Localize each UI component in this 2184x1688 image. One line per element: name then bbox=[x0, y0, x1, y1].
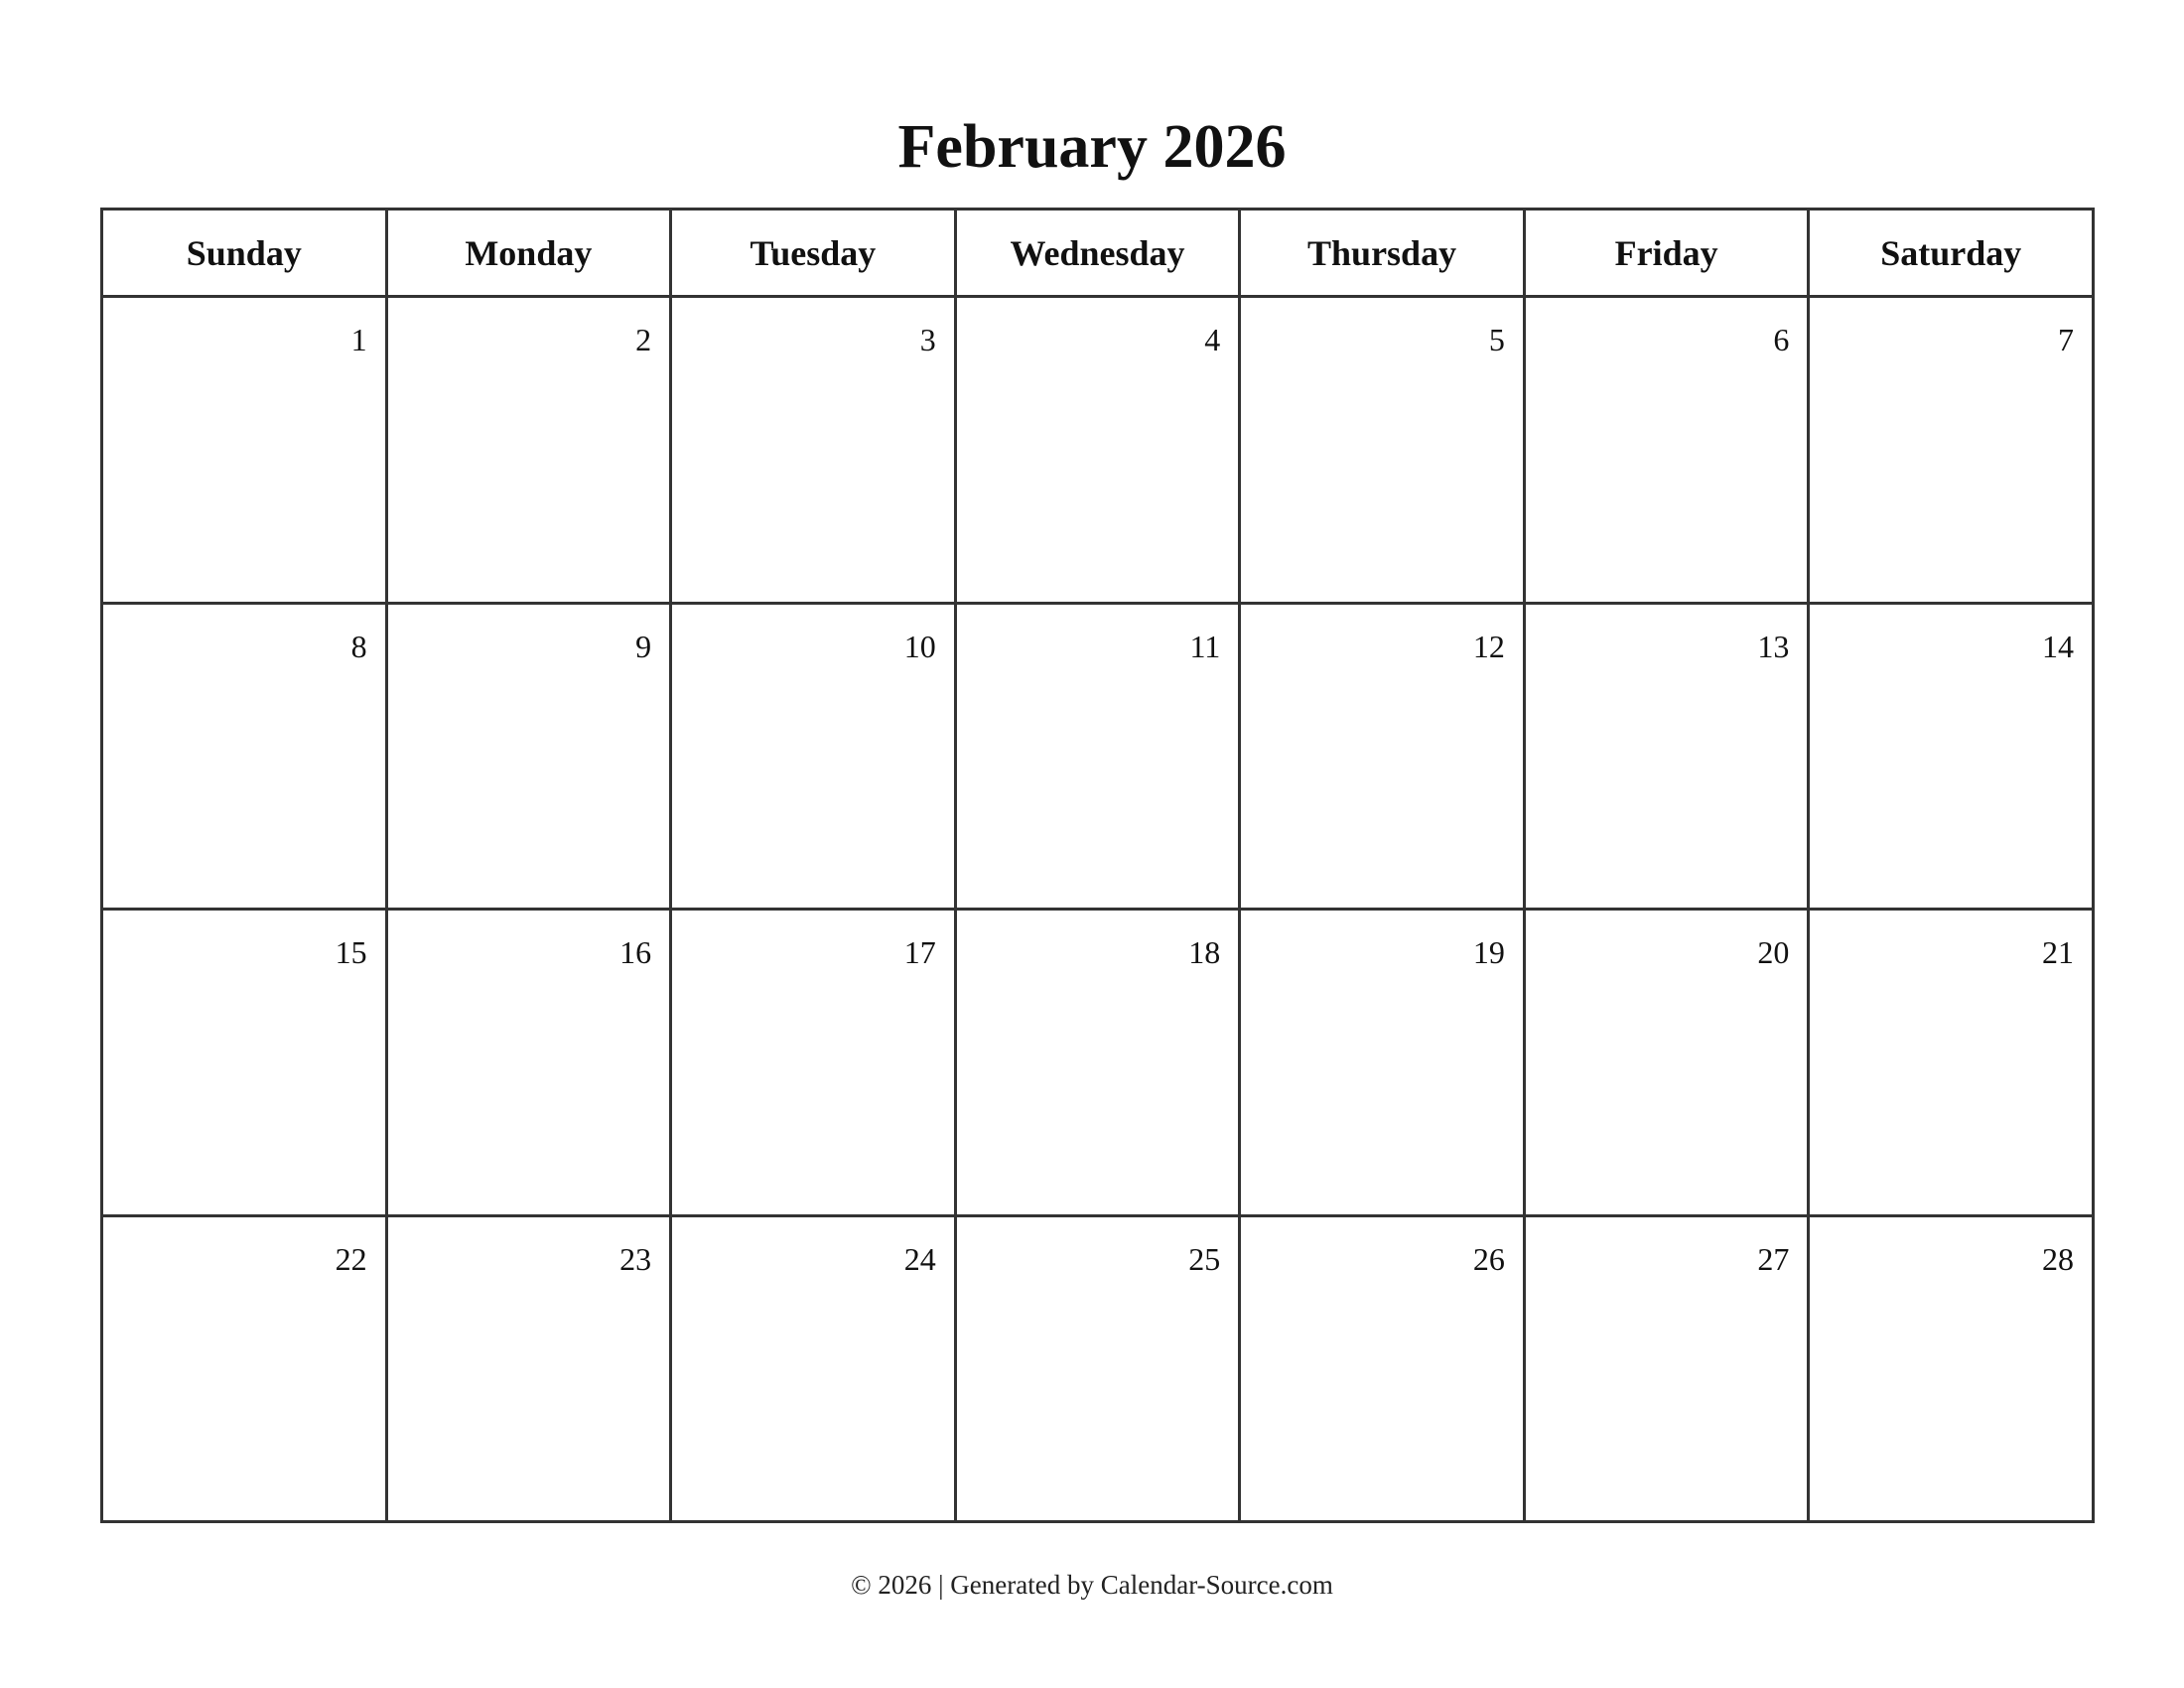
day-cell bbox=[1526, 298, 1811, 605]
weekday-header-saturday: Saturday bbox=[1810, 211, 2095, 298]
day-number: 10 bbox=[903, 628, 936, 664]
day-number: 18 bbox=[1188, 934, 1221, 970]
day-number: 9 bbox=[635, 628, 652, 664]
day-cell bbox=[1810, 911, 2095, 1217]
weekday-header-friday: Friday bbox=[1526, 211, 1811, 298]
day-cell bbox=[957, 605, 1242, 912]
day-cell bbox=[388, 298, 673, 605]
day-number: 17 bbox=[903, 934, 936, 970]
day-cell bbox=[957, 1217, 1242, 1524]
weekday-header-sunday: Sunday bbox=[103, 211, 388, 298]
day-cell bbox=[103, 298, 388, 605]
day-cell bbox=[672, 911, 957, 1217]
day-cell bbox=[672, 605, 957, 912]
day-cell bbox=[388, 911, 673, 1217]
day-number: 5 bbox=[1488, 322, 1505, 357]
day-number: 2 bbox=[635, 322, 652, 357]
page-title: February 2026 bbox=[897, 113, 1287, 181]
day-number: 21 bbox=[2042, 934, 2074, 970]
day-number: 27 bbox=[1757, 1240, 1790, 1277]
day-number: 25 bbox=[1188, 1240, 1221, 1277]
day-number: 6 bbox=[1773, 322, 1790, 357]
weekday-header-monday: Monday bbox=[388, 211, 673, 298]
day-number: 23 bbox=[619, 1240, 652, 1277]
day-cell bbox=[957, 298, 1242, 605]
day-cell bbox=[672, 1217, 957, 1524]
day-number: 22 bbox=[335, 1240, 367, 1277]
day-number: 28 bbox=[2042, 1240, 2074, 1277]
day-number: 4 bbox=[1204, 322, 1221, 357]
day-cell bbox=[388, 1217, 673, 1524]
weekday-header-tuesday: Tuesday bbox=[672, 211, 957, 298]
day-number: 12 bbox=[1472, 628, 1505, 664]
day-cell bbox=[1810, 605, 2095, 912]
day-cell bbox=[103, 1217, 388, 1524]
day-cell bbox=[957, 911, 1242, 1217]
day-cell bbox=[1241, 1217, 1526, 1524]
day-cell bbox=[1241, 911, 1526, 1217]
day-cell bbox=[103, 911, 388, 1217]
day-number: 3 bbox=[919, 322, 936, 357]
day-number: 26 bbox=[1472, 1240, 1505, 1277]
day-number: 24 bbox=[903, 1240, 936, 1277]
day-cell bbox=[388, 605, 673, 912]
day-cell bbox=[1810, 1217, 2095, 1524]
day-number: 20 bbox=[1757, 934, 1790, 970]
day-number: 19 bbox=[1472, 934, 1505, 970]
day-number: 15 bbox=[335, 934, 367, 970]
day-number: 1 bbox=[350, 322, 367, 357]
day-cell bbox=[1526, 605, 1811, 912]
footer-credit: © 2026 | Generated by Calendar-Source.com bbox=[851, 1570, 1333, 1600]
day-number: 7 bbox=[2058, 322, 2074, 357]
day-number: 16 bbox=[619, 934, 652, 970]
weekday-header-wednesday: Wednesday bbox=[957, 211, 1242, 298]
day-cell bbox=[103, 605, 388, 912]
day-cell bbox=[1526, 1217, 1811, 1524]
day-number: 13 bbox=[1757, 628, 1790, 664]
day-cell bbox=[1810, 298, 2095, 605]
day-cell bbox=[1526, 911, 1811, 1217]
calendar-grid bbox=[100, 208, 2095, 1523]
day-cell bbox=[1241, 298, 1526, 605]
day-number: 11 bbox=[1189, 628, 1221, 664]
day-cell bbox=[1241, 605, 1526, 912]
day-number: 8 bbox=[350, 628, 367, 664]
day-number: 14 bbox=[2042, 628, 2074, 664]
day-cell bbox=[672, 298, 957, 605]
weekday-header-thursday: Thursday bbox=[1241, 211, 1526, 298]
